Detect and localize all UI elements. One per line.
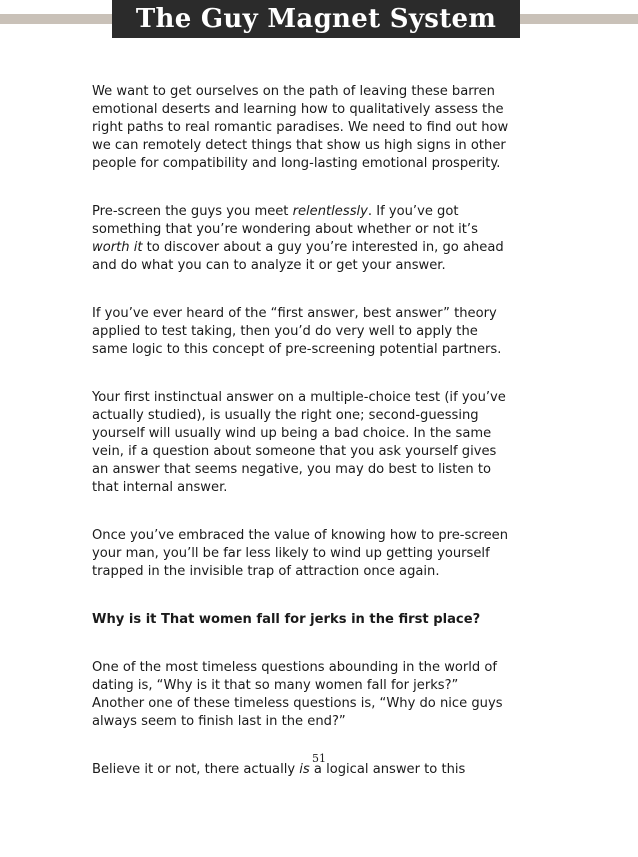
header-rule-left — [0, 14, 112, 24]
header-banner — [112, 0, 520, 38]
text-line: One of the most timeless questions abounding in the world of — [92, 660, 498, 675]
text-line: that internal answer. — [92, 480, 228, 495]
emphasis-text: is — [299, 762, 310, 777]
text-segment: a logical answer to this — [309, 762, 466, 777]
paragraph-6 — [92, 659, 542, 731]
text-line: emotional deserts and learning how to qualitatively assess the — [92, 102, 504, 117]
emphasis-text: worth it — [92, 240, 143, 255]
paragraph-3 — [92, 305, 542, 359]
text-line — [92, 239, 542, 257]
paragraph-5 — [92, 527, 542, 581]
text-line — [92, 203, 542, 221]
text-line: applied to test taking, then you’d do very well to apply the — [92, 324, 478, 339]
text-line: people for compatibility and long-lasting emotional prosperity. — [92, 156, 501, 171]
book-title: The Guy Magnet System — [135, 4, 497, 34]
page-number: 51 — [312, 752, 326, 765]
text-segment: to discover about a guy you’re interested in, go ahead — [142, 240, 504, 255]
text-line: your man, you’ll be far less likely to wind up getting yourself — [92, 546, 490, 561]
text-line: Another one of these timeless questions is, “Why do nice guys — [92, 696, 503, 711]
text-line: dating is, “Why is it that so many women fall for jerks?” — [92, 678, 459, 693]
paragraph-2 — [92, 203, 542, 275]
text-line: yourself will usually wind up being a bad choice. In the same — [92, 426, 492, 441]
text-line: actually studied), is usually the right one; second-guessing — [92, 408, 479, 423]
text-line: We want to get ourselves on the path of leaving these barren — [92, 84, 495, 99]
text-line: Once you’ve embraced the value of knowing how to pre-screen — [92, 528, 509, 543]
text-line: right paths to real romantic paradises. We need to find out how — [92, 120, 509, 135]
text-line: vein, if a question about someone that you ask yourself gives — [92, 444, 497, 459]
text-line: something that you’re wondering about whether or not it’s — [92, 222, 478, 237]
paragraph-1 — [92, 83, 542, 173]
text-segment: . If you’ve got — [367, 204, 459, 219]
text-line: same logic to this concept of pre-screening potential partners. — [92, 342, 502, 357]
text-line: Your first instinctual answer on a multiple-choice test (if you’ve — [92, 390, 506, 405]
text-line: we can remotely detect things that show us high signs in other — [92, 138, 506, 153]
text-segment: Believe it or not, there actually — [92, 762, 300, 777]
paragraph-4 — [92, 389, 542, 497]
text-line: an answer that seems negative, you may do best to listen to — [92, 462, 492, 477]
emphasis-text: relentlessly — [292, 204, 368, 219]
page-body — [92, 83, 542, 809]
text-line: and do what you can to analyze it or get your answer. — [92, 258, 446, 273]
text-segment: Pre-screen the guys you meet — [92, 204, 293, 219]
header-rule-right — [520, 14, 638, 24]
section-heading: Why is it That women fall for jerks in the first place? — [92, 612, 481, 627]
text-line: If you’ve ever heard of the “first answer, best answer” theory — [92, 306, 497, 321]
text-line: trapped in the invisible trap of attraction once again. — [92, 564, 440, 579]
text-line: always seem to finish last in the end?” — [92, 714, 346, 729]
